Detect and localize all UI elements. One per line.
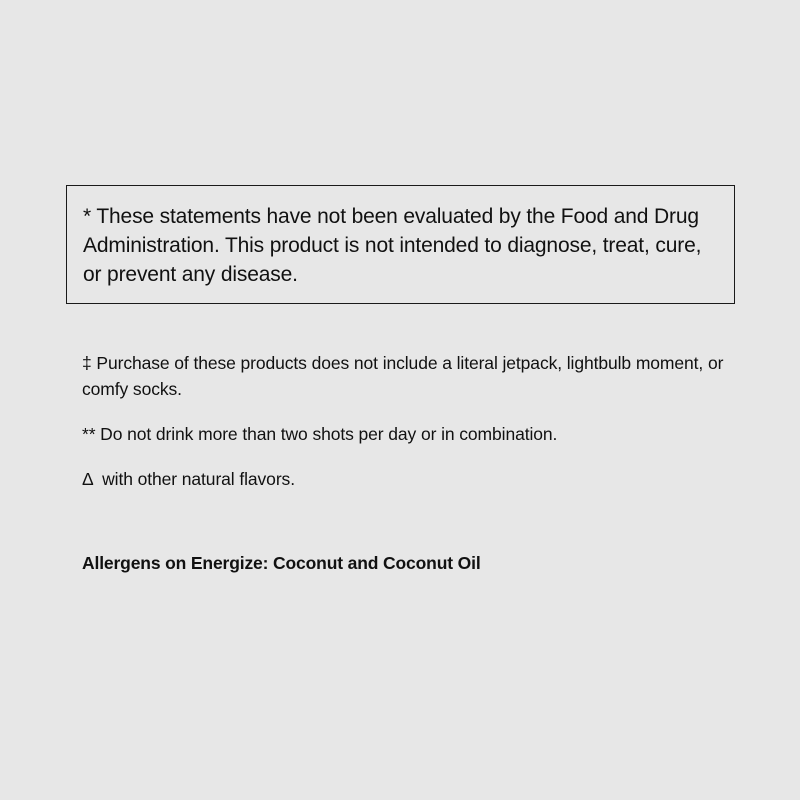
allergens-statement: Allergens on Energize: Coconut and Coconut Oil [82, 553, 481, 573]
fda-disclaimer-text: * These statements have not been evaluated by the Food and Drug Administration. This product is not intended to diagnose, treat, cure, or prevent any disease. [83, 205, 702, 286]
footnote-delta: Δ with other natural flavors. [82, 469, 295, 489]
footnote-double-asterisk: ** Do not drink more than two shots per day or in combination. [82, 424, 558, 444]
footnote-double-dagger: ‡ Purchase of these products does not include a literal jetpack, lightbulb moment, or comfy socks. [82, 353, 724, 399]
fda-disclaimer-box [66, 185, 735, 304]
footnotes-list [82, 350, 752, 492]
